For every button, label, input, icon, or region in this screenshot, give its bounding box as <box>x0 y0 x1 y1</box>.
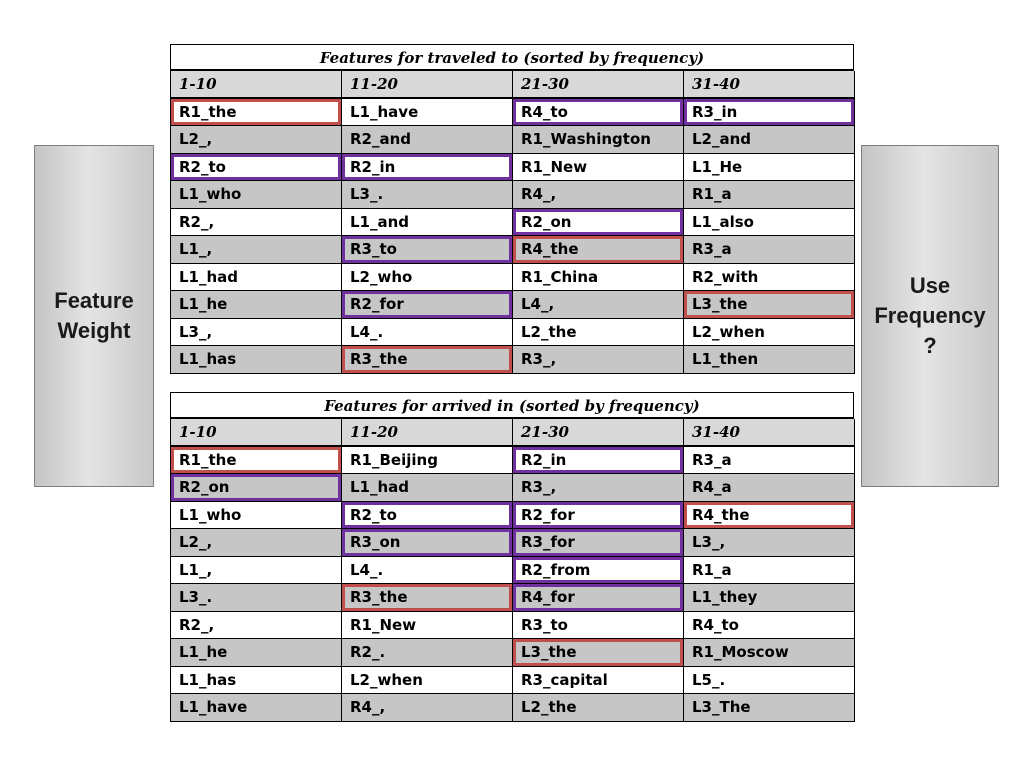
feature-cell: R2_with <box>684 264 855 292</box>
feature-cell: R1_the <box>171 447 342 475</box>
feature-cell: L3_. <box>342 181 513 209</box>
feature-cell: L1_had <box>342 474 513 502</box>
feature-weight-panel <box>34 145 154 487</box>
feature-cell: L1_he <box>171 291 342 319</box>
feature-cell: R3_the <box>342 584 513 612</box>
feature-cell: L1_He <box>684 154 855 182</box>
feature-cell: L4_. <box>342 319 513 347</box>
table-title: Features for traveled to (sorted by frequency) <box>170 44 854 71</box>
feature-cell: L2_and <box>684 126 855 154</box>
traveled-to-feature-table <box>170 44 854 374</box>
feature-cell: R4_a <box>684 474 855 502</box>
feature-weight-label: Feature Weight <box>54 288 134 343</box>
feature-cell: L1_have <box>171 694 342 722</box>
feature-cell: L2_, <box>171 529 342 557</box>
feature-cell: R1_a <box>684 181 855 209</box>
arrived-in-feature-table <box>170 392 854 722</box>
feature-cell: R2_on <box>171 474 342 502</box>
feature-cell: L1_has <box>171 346 342 374</box>
column-header: 31-40 <box>684 71 855 99</box>
feature-cell: R2_on <box>513 209 684 237</box>
feature-cell: R3_, <box>513 346 684 374</box>
feature-cell: R3_to <box>342 236 513 264</box>
use-frequency-label: Use Frequency ? <box>874 273 986 358</box>
feature-cell: L1_also <box>684 209 855 237</box>
feature-cell: L3_the <box>513 639 684 667</box>
feature-cell: L1_he <box>171 639 342 667</box>
feature-cell: R3_on <box>342 529 513 557</box>
feature-cell: R4_, <box>342 694 513 722</box>
feature-cell: R2_to <box>171 154 342 182</box>
feature-cell: L1_, <box>171 236 342 264</box>
feature-cell: R3_the <box>342 346 513 374</box>
column-header: 21-30 <box>513 419 684 447</box>
feature-cell: L5_. <box>684 667 855 695</box>
feature-cell: L1_then <box>684 346 855 374</box>
feature-cell: L2_when <box>684 319 855 347</box>
feature-cell: L1_who <box>171 181 342 209</box>
feature-cell: R1_a <box>684 557 855 585</box>
feature-cell: R3_in <box>684 99 855 127</box>
feature-cell: R2_for <box>342 291 513 319</box>
feature-cell: L2_the <box>513 319 684 347</box>
feature-cell: R4_, <box>513 181 684 209</box>
column-header: 21-30 <box>513 71 684 99</box>
feature-cell: R1_China <box>513 264 684 292</box>
feature-cell: R4_the <box>684 502 855 530</box>
table-title: Features for arrived in (sorted by frequency) <box>170 392 854 419</box>
feature-cell: L2_the <box>513 694 684 722</box>
feature-cell: R1_New <box>513 154 684 182</box>
feature-cell: L4_. <box>342 557 513 585</box>
feature-cell: R4_to <box>513 99 684 127</box>
feature-cell: L1_has <box>171 667 342 695</box>
feature-cell: R2_and <box>342 126 513 154</box>
feature-cell: L3_. <box>171 584 342 612</box>
feature-cell: R3_capital <box>513 667 684 695</box>
column-header: 1-10 <box>171 419 342 447</box>
column-header: 31-40 <box>684 419 855 447</box>
feature-cell: L1_who <box>171 502 342 530</box>
feature-cell: L4_, <box>513 291 684 319</box>
feature-cell: R3_a <box>684 236 855 264</box>
feature-cell: L1_, <box>171 557 342 585</box>
feature-cell: R1_New <box>342 612 513 640</box>
feature-cell: L3_The <box>684 694 855 722</box>
feature-cell: R3_to <box>513 612 684 640</box>
feature-cell: R3_a <box>684 447 855 475</box>
table-grid <box>170 71 854 374</box>
feature-cell: R3_, <box>513 474 684 502</box>
feature-cell: L2_who <box>342 264 513 292</box>
feature-cell: R2_. <box>342 639 513 667</box>
feature-cell: R2_, <box>171 209 342 237</box>
feature-cell: R4_for <box>513 584 684 612</box>
table-grid <box>170 419 854 722</box>
feature-cell: R1_Beijing <box>342 447 513 475</box>
feature-cell: L1_have <box>342 99 513 127</box>
column-header: 1-10 <box>171 71 342 99</box>
feature-cell: R4_the <box>513 236 684 264</box>
feature-cell: R2_in <box>342 154 513 182</box>
feature-cell: R2_to <box>342 502 513 530</box>
feature-cell: R3_for <box>513 529 684 557</box>
use-frequency-panel <box>861 145 999 487</box>
feature-cell: R1_Washington <box>513 126 684 154</box>
feature-cell: R2_, <box>171 612 342 640</box>
feature-cell: R2_for <box>513 502 684 530</box>
feature-cell: L3_, <box>171 319 342 347</box>
feature-cell: R1_Moscow <box>684 639 855 667</box>
feature-cell: R1_the <box>171 99 342 127</box>
feature-cell: L1_had <box>171 264 342 292</box>
feature-cell: L2_when <box>342 667 513 695</box>
feature-cell: L3_, <box>684 529 855 557</box>
column-header: 11-20 <box>342 71 513 99</box>
feature-cell: R2_in <box>513 447 684 475</box>
feature-cell: L2_, <box>171 126 342 154</box>
feature-cell: L1_they <box>684 584 855 612</box>
column-header: 11-20 <box>342 419 513 447</box>
feature-cell: R2_from <box>513 557 684 585</box>
feature-cell: R4_to <box>684 612 855 640</box>
feature-cell: L3_the <box>684 291 855 319</box>
feature-cell: L1_and <box>342 209 513 237</box>
